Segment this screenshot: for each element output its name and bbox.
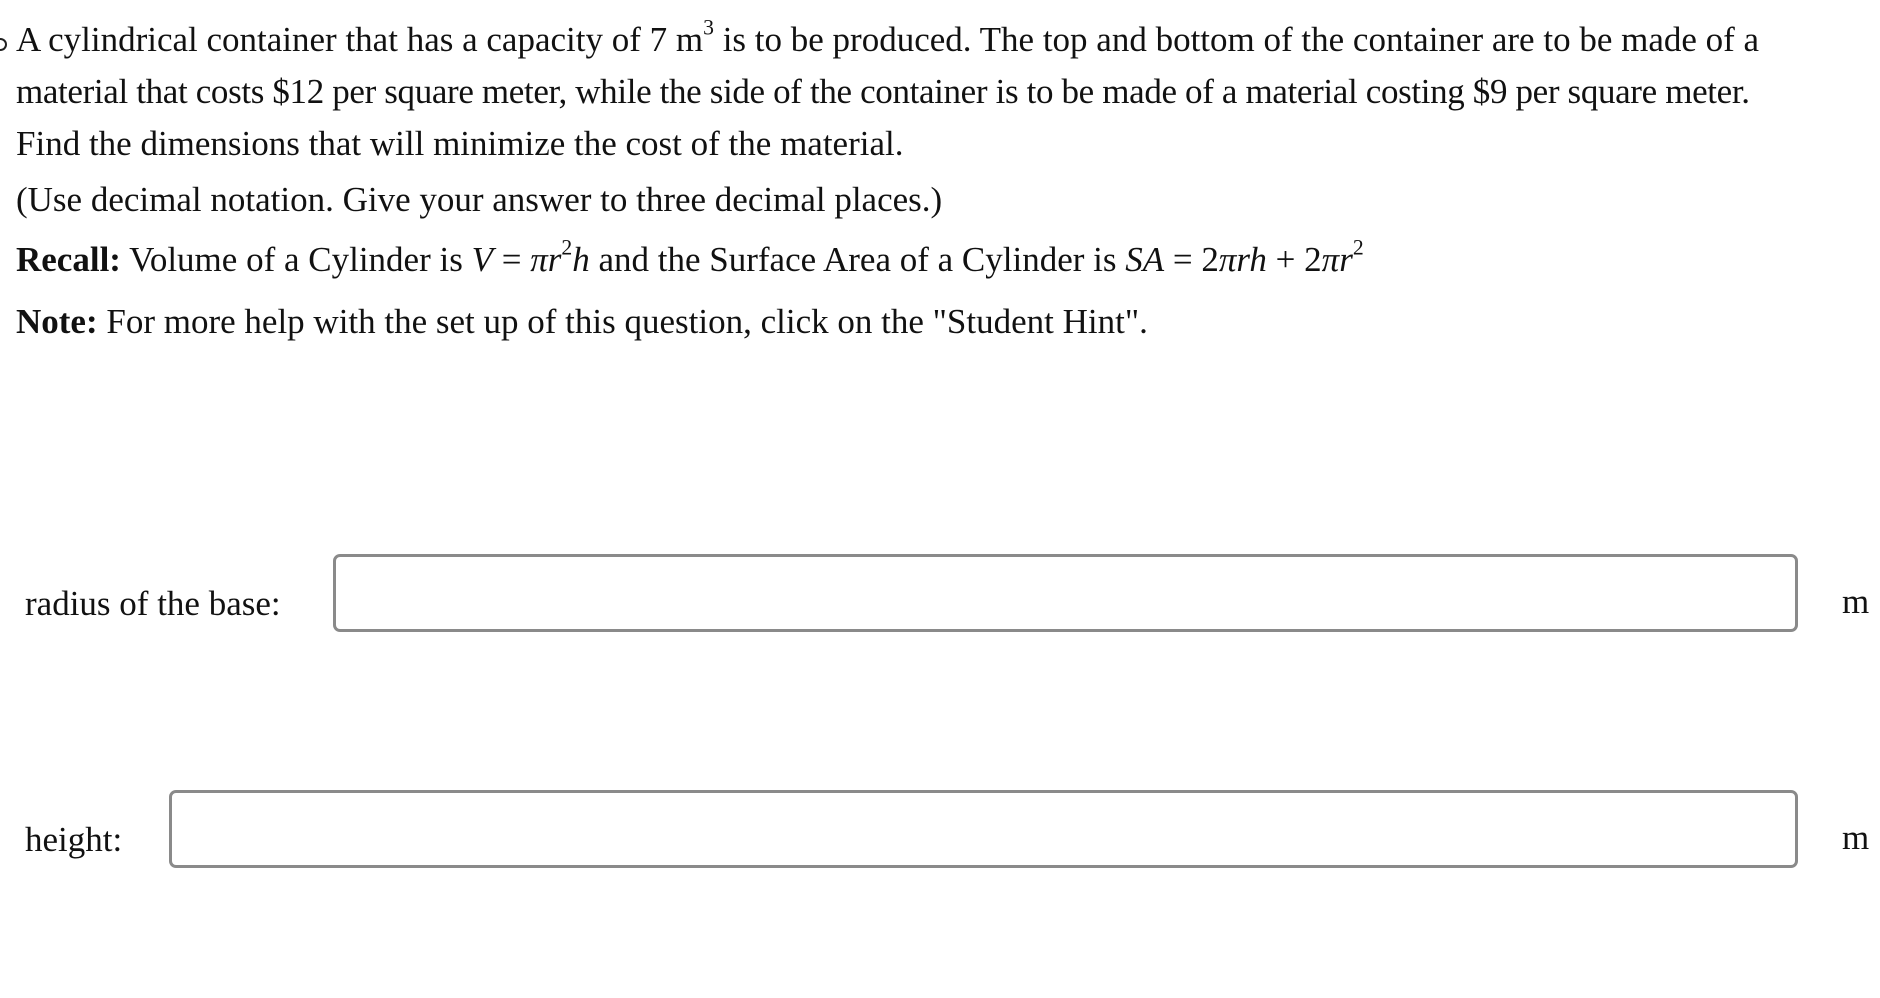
note-label: Note: — [16, 302, 98, 341]
radius-unit: m — [1842, 582, 1870, 621]
radius-label: radius of the base: — [25, 584, 281, 623]
surface-area-formula: SA = $2\pi rh + 2\pi r^2$ — [1125, 235, 1364, 279]
problem-line-1: A cylindrical container that has a capacity of 7 $m^3$ is to be produced. The top and bottom of the container are to be made of a — [16, 15, 1760, 59]
volume-formula: $V = \pi r^2h$ — [471, 235, 590, 279]
problem-instruction: Find the dimensions that will minimize the cost of the material. — [16, 124, 904, 163]
problem-notation: (Use decimal notation. Give your answer to three decimal places.) — [16, 180, 943, 219]
bullet-icon — [0, 38, 7, 51]
height-label: height: — [25, 820, 123, 859]
radius-input[interactable] — [333, 554, 1798, 632]
recall-label: Recall: — [16, 240, 121, 279]
height-unit: m — [1842, 818, 1870, 857]
problem-line-2: material that costs $12 per square meter, while the side of the container is to be made of a material costing $9 per square meter. — [16, 72, 1750, 111]
height-input[interactable] — [169, 790, 1798, 868]
recall-line: Recall: Volume of a Cylinder is $V = \pi r^2h$ and the Surface Area of a Cylinder is SA = $2\pi rh + 2\pi r^2$ — [16, 235, 1364, 279]
note-line: Note: For more help with the set up of this question, click on the "Student Hint". — [16, 302, 1148, 341]
